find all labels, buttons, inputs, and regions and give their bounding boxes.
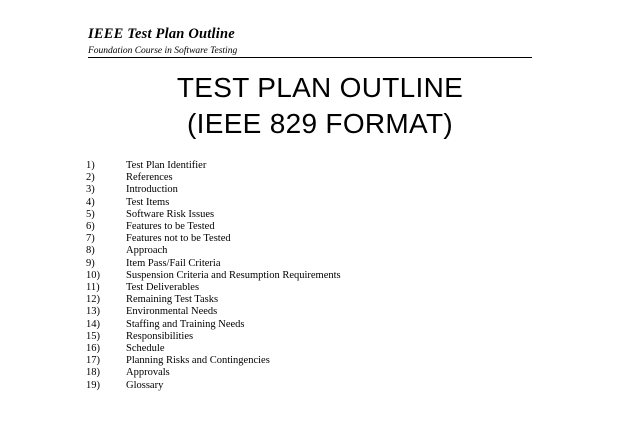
list-item-number: 17) [86,355,100,367]
list-item [86,233,546,245]
list-item-label: Staffing and Training Needs [126,318,245,330]
header-title: IEEE Test Plan Outline [88,26,235,42]
outline-list [86,160,546,392]
list-item [86,282,546,294]
list-item [86,160,546,172]
list-item-number: 8) [86,245,95,257]
page-title [0,70,640,142]
list-item-label: Test Deliverables [126,282,200,294]
list-item-number: 1) [86,160,95,171]
list-item [86,270,546,282]
list-item-label: References [126,172,173,184]
list-item-label: Test Items [126,196,170,208]
list-item-label: Glossary [126,379,164,391]
list-item-label: Features to be Tested [126,221,215,233]
list-item [86,172,546,184]
list-item-number: 10) [86,269,100,281]
list-item-label: Introduction [126,184,178,196]
list-item-number: 4) [86,196,95,208]
list-item-number: 9) [86,257,95,269]
list-item [86,197,546,209]
list-item-label: Responsibilities [126,330,194,342]
list-item [86,306,546,318]
list-item [86,343,546,355]
list-item-number: 5) [86,208,95,220]
list-item [86,294,546,306]
slide-header [88,26,532,57]
list-item [86,221,546,233]
list-item-label: Test Plan Identifier [126,160,207,171]
list-item-label: Planning Risks and Contingencies [126,355,270,367]
list-item-label: Item Pass/Fail Criteria [126,257,221,269]
list-item [86,319,546,331]
list-item-number: 14) [86,318,100,330]
page-title-line1: TEST PLAN OUTLINE [176,72,464,103]
list-item [86,209,546,221]
list-item-label: Software Risk Issues [126,208,215,220]
list-item-number: 12) [86,294,100,306]
list-item-number: 7) [86,233,95,245]
list-item [86,184,546,196]
list-item-number: 2) [86,172,95,184]
list-item [86,258,546,270]
header-divider [88,57,532,58]
list-item [86,367,546,379]
list-item [86,355,546,367]
list-item [86,245,546,257]
list-item-label: Schedule [126,343,165,355]
list-item-label: Remaining Test Tasks [126,294,219,306]
list-item-label: Suspension Criteria and Resumption Requirements [126,269,341,281]
list-item-number: 18) [86,367,100,379]
list-item-number: 19) [86,379,100,391]
list-item-number: 16) [86,343,100,355]
page-title-line2: (IEEE 829 FORMAT) [187,107,453,139]
list-item-label: Approach [126,245,168,257]
list-item-number: 13) [86,306,100,318]
list-item-label: Environmental Needs [126,306,218,318]
header-subtitle: Foundation Course in Software Testing [88,45,238,56]
list-item-label: Features not to be Tested [126,233,231,245]
list-item-number: 11) [86,282,100,294]
list-item-label: Approvals [126,367,170,379]
list-item-number: 6) [86,221,95,233]
list-item [86,331,546,343]
list-item [86,380,546,392]
list-item-number: 15) [86,330,100,342]
list-item-number: 3) [86,184,95,196]
